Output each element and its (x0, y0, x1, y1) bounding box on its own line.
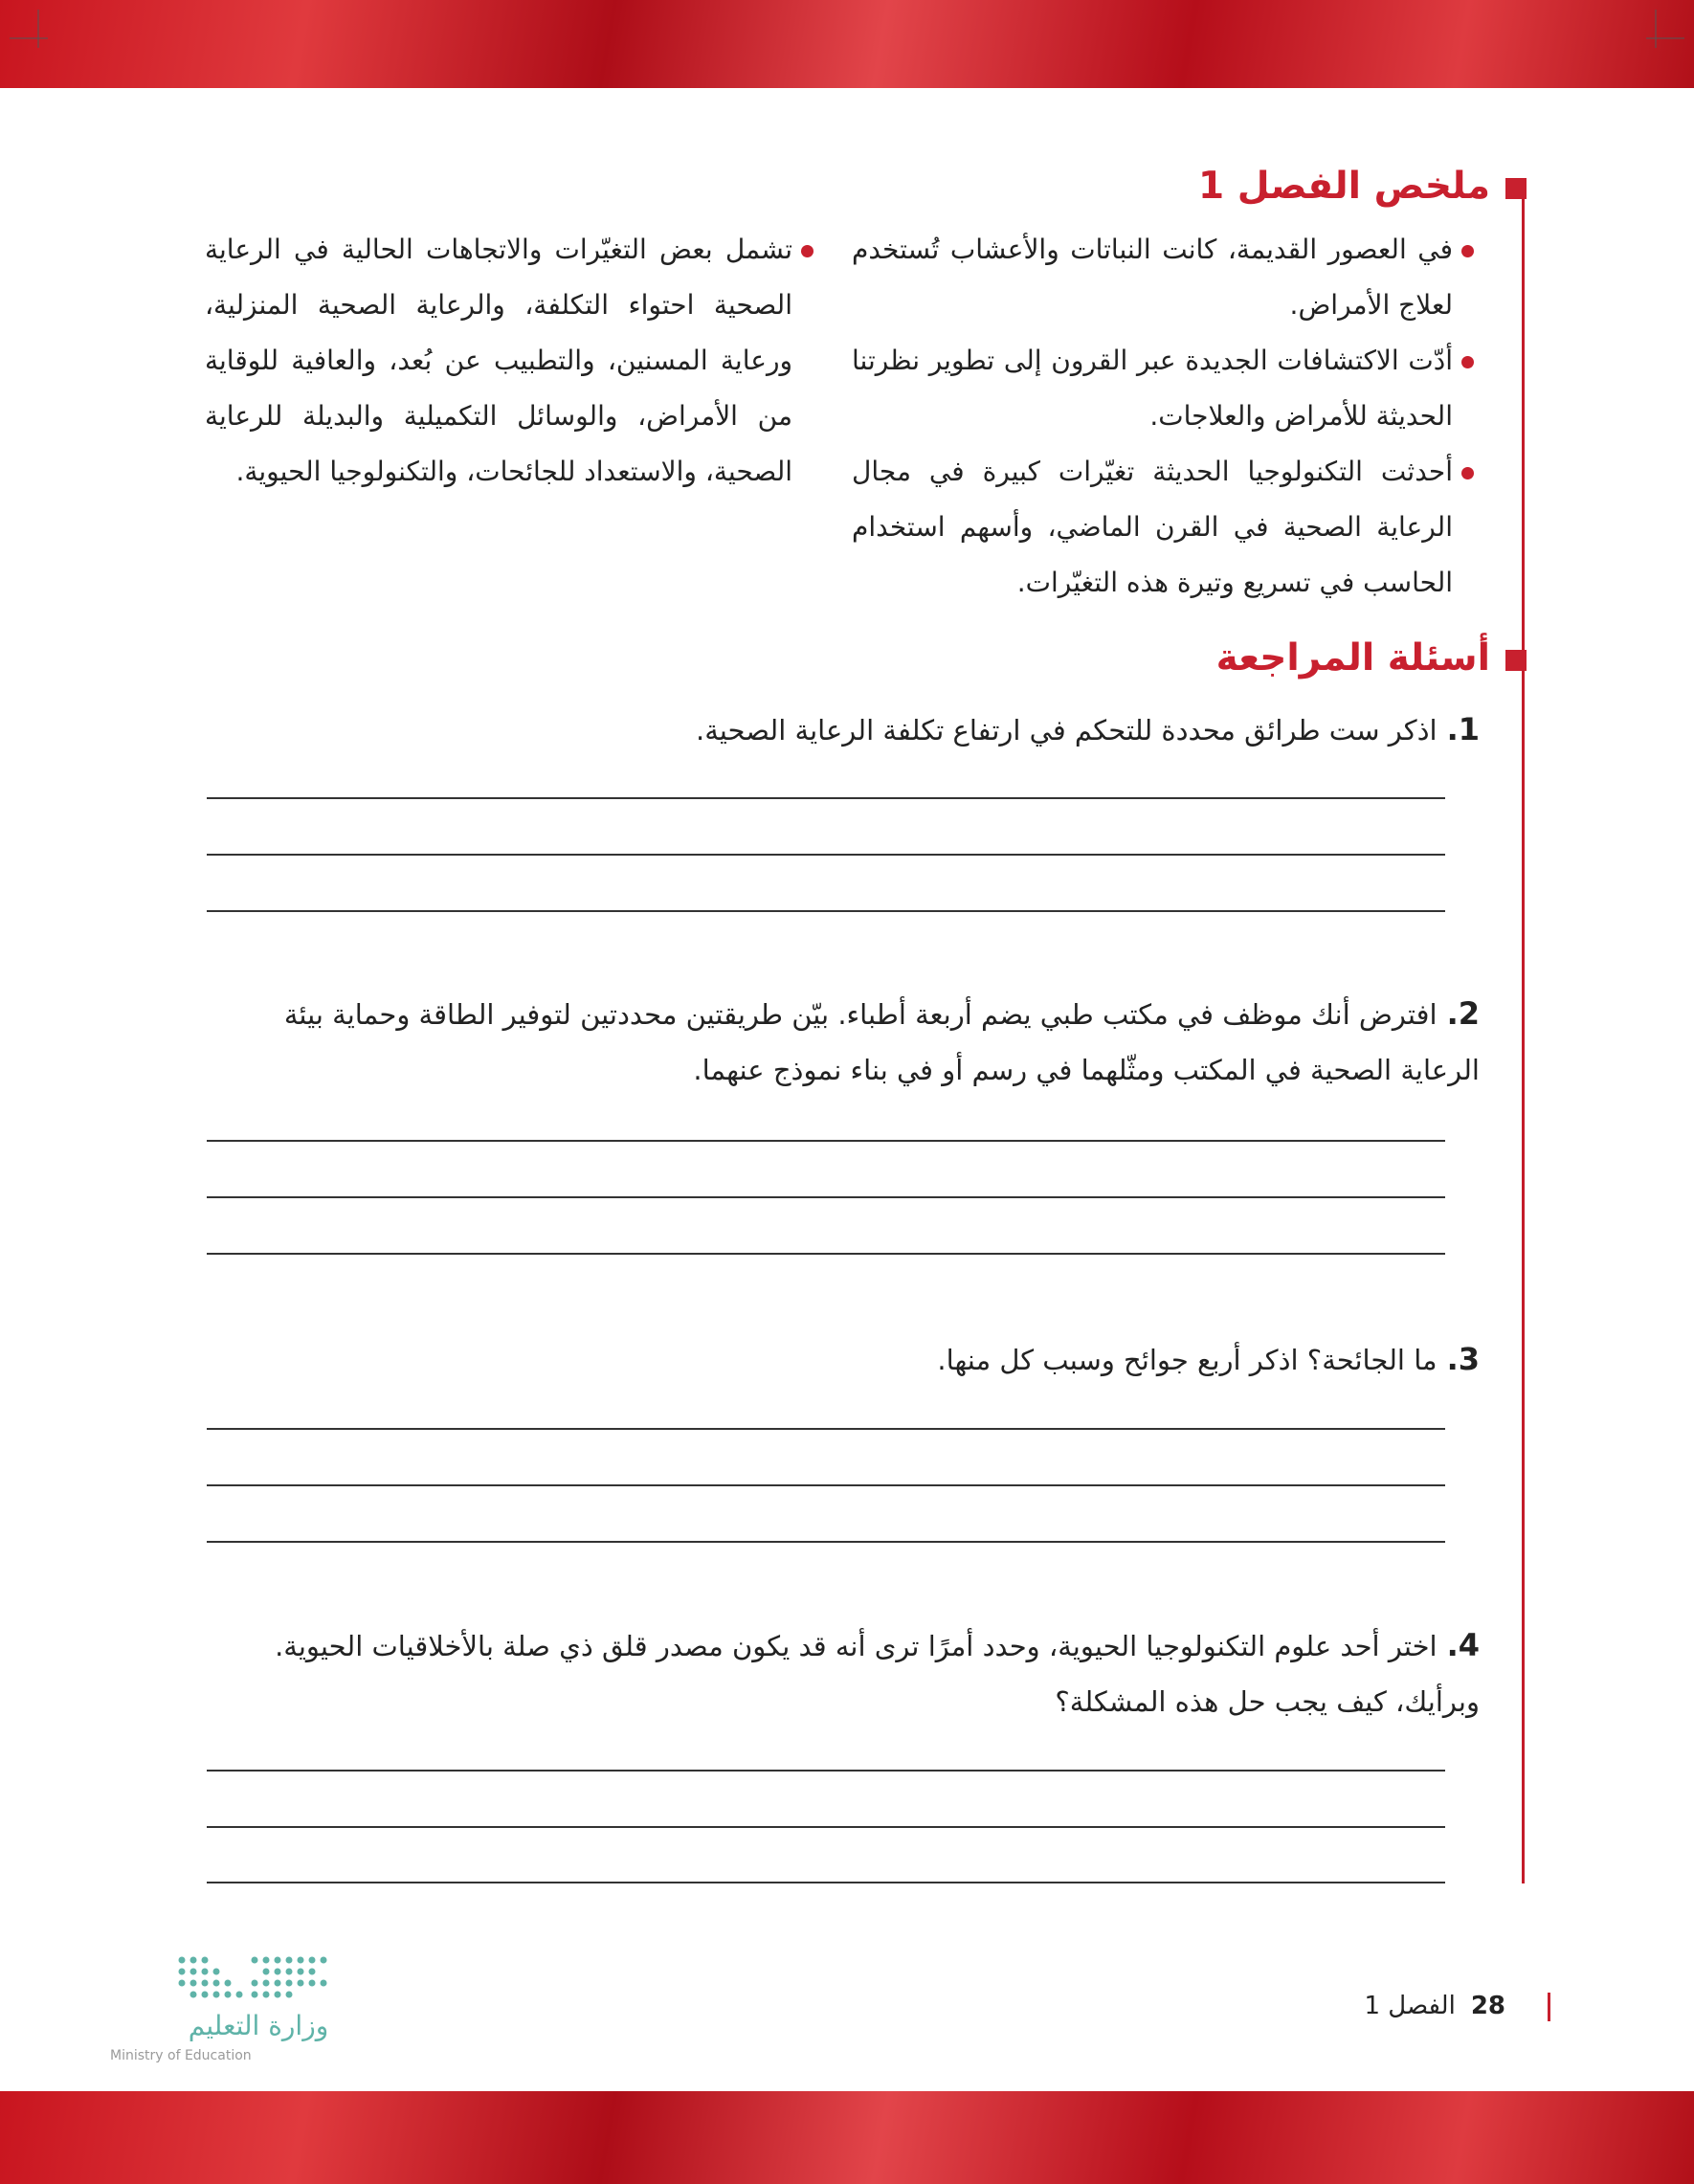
logo-text: وزارة التعليم (188, 2010, 329, 2041)
top-decorative-banner (0, 0, 1694, 88)
question-number: 2. (1446, 995, 1480, 1032)
question-text: اختر أحد علوم التكنولوجيا الحيوية، وحدد أمرًا ترى أنه قد يكون مصدر قلق ذي صلة بالأخلاقيات الحيوية. وبرأيك، كيف يجب حل هذه المشكلة؟ (275, 1630, 1480, 1718)
question-2 (221, 986, 1480, 1098)
crop-mark-top-left (10, 10, 48, 48)
review-heading (1216, 636, 1527, 680)
review-title: أسئلة المراجعة (1215, 636, 1490, 680)
logo-dots-icon (179, 1957, 327, 1998)
page-number: 28 (1470, 1992, 1505, 2020)
summary-right-column (852, 222, 1474, 611)
summary-bullet: تشمل بعض التغيّرات والاتجاهات الحالية في الرعاية الصحية احتواء التكلفة، والرعاية الصحية المنزلية، ورعاية المسنين، والتطبيب عن بُعد، والعافية للوقاية من الأمراض، والوسائل التكميلية والبديلة للرعاية الصحية، والاستعداد للجائحات، والتكنولوجيا الحيوية. (205, 222, 814, 500)
question-text: اذكر ست طرائق محددة للتحكم في ارتفاع تكلفة الرعاية الصحية. (696, 714, 1438, 747)
summary-title: ملخص الفصل 1 (1198, 165, 1490, 208)
answer-line[interactable] (207, 1484, 1445, 1486)
summary-bullet: أحدثت التكنولوجيا الحديثة تغيّرات كبيرة في مجال الرعاية الصحية في القرن الماضي، وأسهم استخدام الحاسب في تسريع وتيرة هذه التغيّرات. (852, 444, 1474, 611)
heading-square-icon (1505, 178, 1527, 199)
answer-line[interactable] (207, 910, 1445, 912)
question-1 (221, 702, 1480, 758)
question-number: 4. (1446, 1627, 1480, 1663)
summary-heading (1198, 165, 1527, 208)
margin-rule (1522, 180, 1525, 1883)
ministry-logo (96, 1952, 364, 2077)
answer-line[interactable] (207, 1196, 1445, 1198)
answer-line[interactable] (207, 1253, 1445, 1255)
answer-line[interactable] (207, 1770, 1445, 1772)
answer-line[interactable] (207, 1140, 1445, 1142)
question-number: 1. (1446, 711, 1480, 747)
question-text: ما الجائحة؟ اذكر أربع جوائح وسبب كل منها. (937, 1344, 1438, 1376)
question-number: 3. (1446, 1341, 1480, 1377)
answer-line[interactable] (207, 1541, 1445, 1543)
answer-line[interactable] (207, 1428, 1445, 1430)
bottom-decorative-banner (0, 2091, 1694, 2184)
logo-subtext: Ministry of Education (110, 2048, 252, 2063)
chapter-label: الفصل 1 (1364, 1992, 1456, 2020)
footer-separator (1548, 1993, 1550, 2021)
answer-line[interactable] (207, 854, 1445, 856)
summary-left-column (205, 222, 814, 500)
heading-square-icon (1505, 650, 1527, 671)
question-text: افترض أنك موظف في مكتب طبي يضم أربعة أطباء. بيّن طريقتين محددتين لتوفير الطاقة وحماية بيئة الرعاية الصحية في المكتب ومثّلهما في رسم أو في بناء نموذج عنهما. (283, 998, 1480, 1086)
page-footer (1364, 1992, 1550, 2021)
question-3 (221, 1331, 1480, 1388)
summary-bullet: في العصور القديمة، كانت النباتات والأعشاب تُستخدم لعلاج الأمراض. (852, 222, 1474, 333)
answer-line[interactable] (207, 797, 1445, 799)
answer-line[interactable] (207, 1826, 1445, 1828)
answer-line[interactable] (207, 1882, 1445, 1883)
question-4 (221, 1617, 1480, 1729)
summary-bullet: أدّت الاكتشافات الجديدة عبر القرون إلى تطوير نظرتنا الحديثة للأمراض والعلاجات. (852, 333, 1474, 444)
crop-mark-top-right (1646, 10, 1684, 48)
